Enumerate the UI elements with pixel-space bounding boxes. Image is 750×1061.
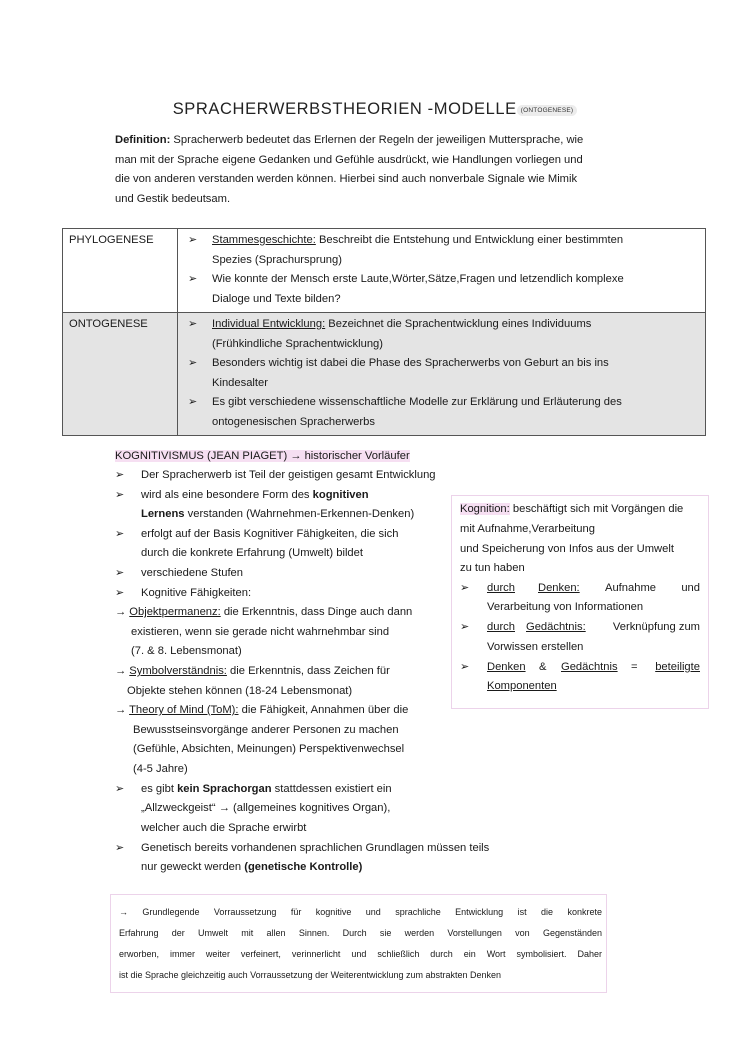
text: Dialoge und Texte bilden?: [212, 292, 341, 305]
arrow-bullet-icon: ➢: [188, 273, 198, 285]
section-heading: [115, 447, 410, 466]
list-item: [115, 466, 436, 486]
term: Theory of Mind (ToM):: [129, 704, 239, 716]
text: Bewusstseinsvorgänge anderer Personen zu machen: [133, 724, 399, 736]
text: Besonders wichtig ist dabei die Phase des Spracherwerbs von Geburt an bis ins Kindesalter: [212, 357, 609, 389]
term: Individual Entwicklung:: [212, 318, 326, 330]
term: Gedächtnis: [561, 661, 618, 673]
arrow-bullet-icon: ➢: [188, 234, 198, 246]
page-title: [0, 100, 750, 119]
definition-line: die von anderen verstanden werden können. Hierbei sind auch nonverbale Signale wie Mimik: [115, 173, 578, 185]
arrow-bullet-icon: ➢: [115, 567, 125, 579]
bold-term: Lernens: [141, 508, 185, 520]
summary-line: erworben, immer weiter verfeinert, verinnerlicht und schließlich durch ein Wort symbolisiert. Daher: [119, 949, 602, 959]
text: (7. & 8. Lebensmonat): [131, 645, 242, 657]
table-row-phylogenese: [63, 229, 706, 313]
text: Genetisch bereits vorhandenen sprachlichen Grundlagen müssen teils: [141, 842, 490, 854]
text: Spezies (Sprachursprung): [212, 253, 342, 266]
list-item: [115, 486, 369, 506]
text: Vorwissen erstellen: [487, 641, 584, 653]
text: Verarbeitung von Informationen: [487, 601, 644, 613]
text: nur geweckt werden: [141, 861, 245, 873]
box-line: [460, 500, 683, 520]
box-item: [460, 658, 700, 678]
text: es gibt: [141, 783, 178, 795]
arrow-bullet-icon: ➢: [188, 357, 198, 369]
arrow-bullet-icon: ➢: [188, 318, 198, 330]
row-label: PHYLOGENESE: [63, 229, 178, 313]
definition-paragraph: [115, 131, 635, 209]
list-item: [184, 315, 699, 354]
term: Gedächtnis:: [526, 621, 586, 633]
arrow-bullet-icon: ➢: [115, 587, 125, 599]
arrow-bullet-icon: ➢: [115, 528, 125, 540]
text: durch die konkrete Erfahrung (Umwelt) bildet: [141, 547, 363, 559]
bold-term: kognitiven: [312, 489, 369, 501]
term: durch: [487, 621, 515, 633]
text: Beschreibt die Entstehung und Entwicklung einer bestimmten: [315, 234, 624, 246]
text: Objekte stehen können (18-24 Lebensmonat): [127, 685, 353, 697]
arrow-icon: →: [115, 606, 127, 618]
term: Symbolverständnis:: [129, 665, 227, 677]
text: existieren, wenn sie gerade nicht wahrnehmbar sind: [131, 626, 390, 638]
text: wird als eine besondere Form des: [141, 489, 313, 501]
list-item: [184, 270, 699, 309]
text: „Allzweckgeist“ → (allgemeines kognitives Organ),: [141, 802, 391, 814]
term: Denken:: [538, 582, 580, 594]
definition-line: man mit der Sprache eigene Gedanken und Gefühle ausdrückt, wie Handlungen vorliegen und: [115, 153, 583, 166]
arrow-icon: →: [115, 704, 127, 716]
list-item: [115, 839, 490, 859]
arrow-bullet-icon: ➢: [188, 396, 198, 408]
list-item: [115, 662, 390, 682]
text: welcher auch die Sprache erwirbt: [141, 822, 307, 834]
row-content: [178, 229, 706, 313]
list-item: [184, 393, 699, 432]
arrow-bullet-icon: ➢: [460, 661, 470, 673]
genese-table: [62, 228, 706, 436]
arrow-bullet-icon: ➢: [460, 582, 470, 594]
summary-paragraph: [119, 902, 602, 986]
text: die Erkenntnis, dass Zeichen für: [226, 665, 390, 677]
text: (4-5 Jahre): [133, 763, 188, 775]
text: &: [539, 661, 547, 673]
row-label: ONTOGENESE: [63, 313, 178, 436]
table-row-ontogenese: [63, 313, 706, 436]
text: Verknüpfung zum: [612, 621, 700, 633]
row-content: [178, 313, 706, 436]
text: mit Aufnahme,Verarbeitung: [460, 523, 595, 535]
title-text: SPRACHERWERBSTHEORIEN -MODELLE: [172, 100, 517, 118]
list-item: [115, 701, 408, 721]
summary-line: ist die Sprache gleichzeitig auch Vorraussetzung der Weiterentwicklung zum abstrakten Denken: [119, 970, 502, 980]
list-item: [115, 584, 252, 604]
text: Wie konnte der Mensch erste Laute,Wörter,Sätze,Fragen und letzendlich komplexe: [212, 273, 624, 285]
term: beteiligte: [655, 661, 700, 673]
text: die Fähigkeit, Annahmen über die: [238, 704, 409, 716]
list-item: [184, 231, 699, 270]
text: Der Spracherwerb ist Teil der geistigen gesamt Entwicklung: [141, 469, 436, 481]
list-item: [184, 354, 699, 393]
title-tag: (ONTOGENESE): [517, 105, 577, 116]
list-item: [115, 603, 412, 623]
arrow-bullet-icon: ➢: [460, 621, 470, 633]
text: und: [681, 582, 700, 594]
definition-label: Definition:: [115, 134, 171, 146]
text: verstanden (Wahrnehmen-Erkennen-Denken): [184, 508, 415, 520]
box-item: [460, 579, 700, 599]
text: und Speicherung von Infos aus der Umwelt: [460, 543, 674, 555]
arrow-bullet-icon: ➢: [115, 489, 125, 501]
text: erfolgt auf der Basis Kognitiver Fähigkeiten, die sich: [141, 528, 399, 540]
term: Denken: [487, 661, 526, 673]
list-item: [115, 525, 399, 545]
arrow-icon: →: [115, 665, 127, 677]
term: Objektpermanenz:: [129, 606, 221, 618]
arrow-bullet-icon: ➢: [115, 783, 125, 795]
definition-line: Spracherwerb bedeutet das Erlernen der Regeln der jeweiligen Muttersprache, wie: [170, 134, 584, 146]
summary-line: Erfahrung der Umwelt mit allen Sinnen. Durch sie werden Vorstellungen von Gegenständen: [119, 928, 602, 938]
bold-term: kein Sprachorgan: [177, 783, 272, 795]
highlight-term: Kognition:: [460, 503, 510, 515]
definition-line: und Gestik bedeutsam.: [115, 192, 231, 205]
text: Kognitive Fähigkeiten:: [141, 587, 252, 599]
arrow-bullet-icon: ➢: [115, 842, 125, 854]
text: Bezeichnet die Sprachentwicklung eines Individuums (Frühkindliche Sprachentwicklung): [212, 318, 592, 350]
list-item: [115, 780, 392, 800]
term: durch: [487, 582, 515, 594]
text: =: [631, 661, 638, 673]
text: die Erkenntnis, dass Dinge auch dann: [220, 606, 413, 618]
arrow-bullet-icon: ➢: [115, 469, 125, 481]
box-item: [460, 618, 700, 638]
text: beschäftigt sich mit Vorgängen die: [509, 503, 684, 515]
text: stattdessen existiert ein: [271, 783, 392, 795]
list-item-cont: [141, 505, 414, 525]
text: Aufnahme: [605, 582, 656, 594]
term: Stammesgeschichte:: [212, 234, 316, 246]
heading-text: KOGNITIVISMUS (JEAN PIAGET) → historischer Vorläufer: [115, 450, 410, 462]
summary-line: → Grundlegende Vorraussetzung für kognitive und sprachliche Entwicklung ist die konkrete: [119, 907, 602, 917]
text: zu tun haben: [460, 562, 525, 574]
list-item: [115, 564, 243, 584]
bold-term: (genetische Kontrolle): [244, 861, 363, 873]
term: Komponenten: [487, 680, 557, 692]
text: verschiedene Stufen: [141, 567, 243, 579]
text: Es gibt verschiedene wissenschaftliche Modelle zur Erklärung und Erläuterung des ontogenesischen Spracherwerbs: [212, 396, 622, 428]
list-item-cont: [141, 858, 362, 878]
text: (Gefühle, Absichten, Meinungen) Perspektivenwechsel: [133, 743, 405, 755]
